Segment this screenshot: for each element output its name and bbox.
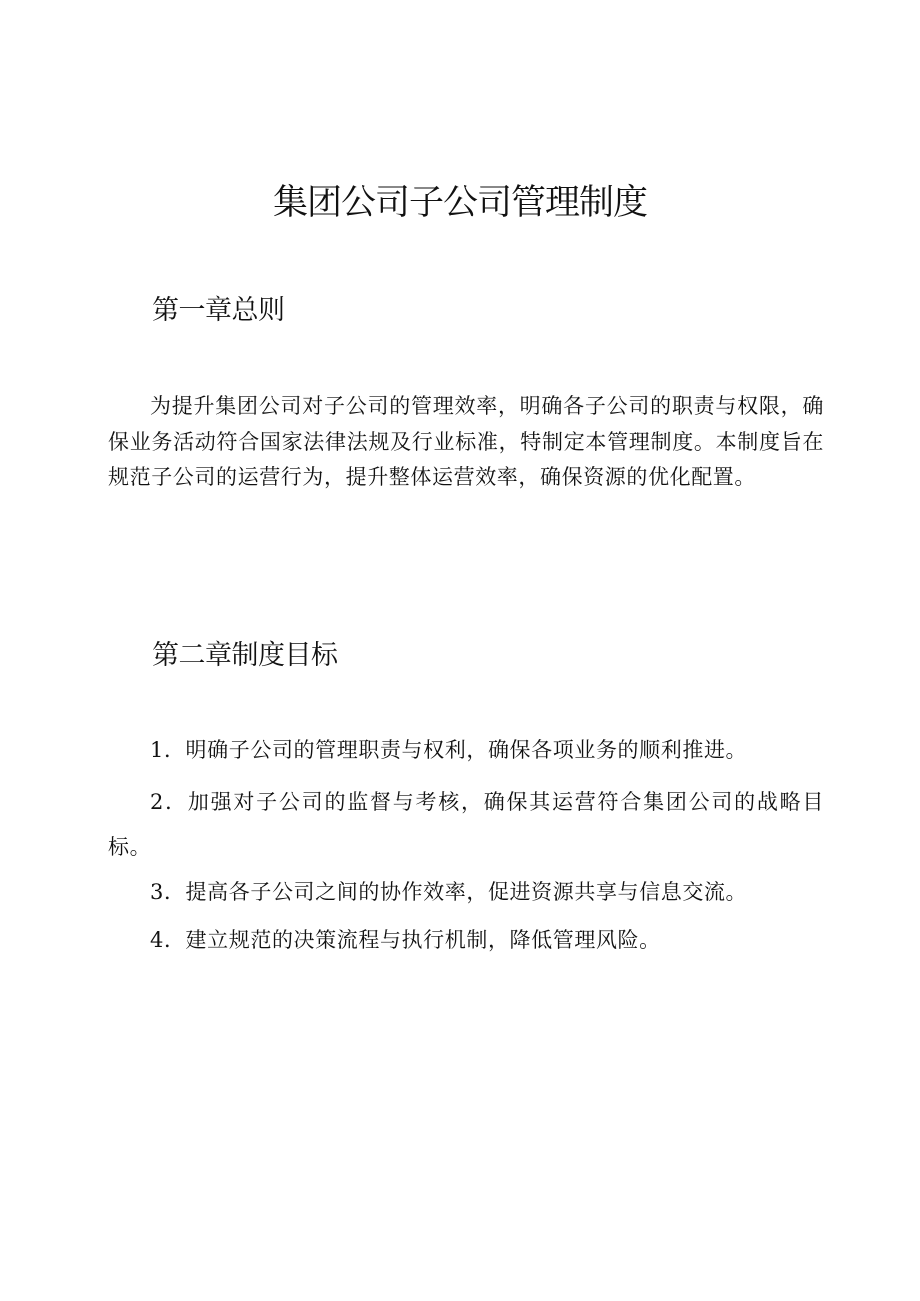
objective-item: 4．建立规范的决策流程与执行机制，降低管理风险。 (150, 928, 661, 952)
document-title: 集团公司子公司管理制度 (272, 183, 647, 223)
chapter-heading-objectives: 第二章制度目标 (152, 640, 338, 671)
objective-item: 3．提高各子公司之间的协作效率，促进资源共享与信息交流。 (150, 880, 748, 904)
chapter-heading-general-provisions: 第一章总则 (152, 295, 285, 326)
objective-item: 1．明确子公司的管理职责与权利，确保各项业务的顺利推进。 (150, 738, 748, 762)
general-provisions-paragraph: 为提升集团公司对子公司的管理效率，明确各子公司的职责与权限，确保业务活动符合国家法律法规及行业标准，特制定本管理制度。本制度旨在规范子公司的运营行为，提升整体运营效率，确保资源的优化配置。 (108, 394, 824, 489)
objective-item: 2．加强对子公司的监督与考核，确保其运营符合集团公司的战略目标。 (108, 790, 824, 859)
